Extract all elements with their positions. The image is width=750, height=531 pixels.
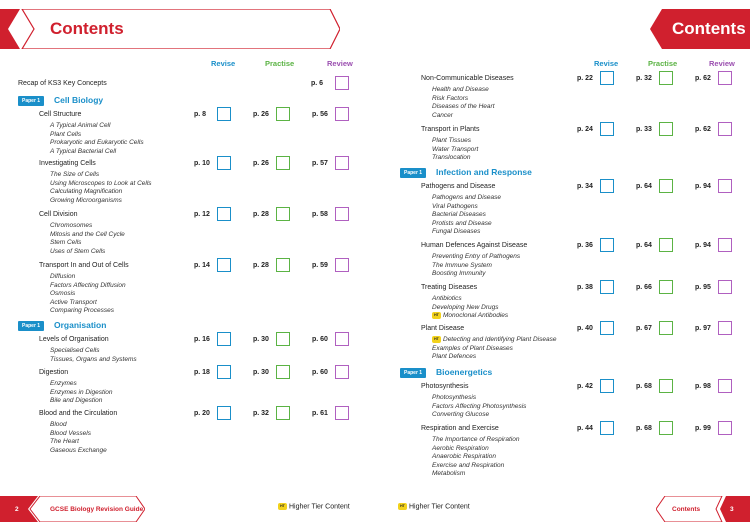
subtopic-item: Cancer: [432, 111, 453, 119]
review-page: p. 56: [312, 111, 328, 118]
col-head-revise: Revise: [211, 59, 236, 68]
review-page: p. 95: [695, 284, 711, 291]
practise-checkbox[interactable]: [659, 280, 673, 294]
subtopic-item: Fungal Diseases: [432, 228, 481, 235]
paper-tag: Paper 1: [18, 321, 44, 331]
subtopic-item: The Immune System: [432, 261, 492, 269]
practise-checkbox[interactable]: [659, 379, 673, 393]
revise-page: p. 38: [577, 284, 593, 291]
review-page: p. 62: [695, 75, 711, 82]
subtopic-item: Plant Defences: [432, 353, 477, 360]
revise-page: p. 24: [577, 126, 593, 133]
subtopic-item: Aerobic Respiration: [432, 444, 489, 452]
review-page: p. 60: [312, 369, 328, 376]
review-checkbox[interactable]: [718, 280, 732, 294]
topic-label: Cell Division: [39, 211, 78, 218]
subtopic-item: A Typical Animal Cell: [50, 122, 111, 129]
subtopic-item: Examples of Plant Diseases: [432, 344, 513, 352]
practise-checkbox[interactable]: [276, 258, 290, 272]
review-checkbox[interactable]: [335, 76, 349, 90]
revise-page: p. 34: [577, 183, 593, 190]
review-page: p. 94: [695, 242, 711, 249]
practise-checkbox[interactable]: [659, 71, 673, 85]
review-checkbox[interactable]: [335, 332, 349, 346]
page-number-left: 2: [15, 506, 19, 513]
subtopic-item: Growing Microorganisms: [50, 196, 122, 204]
revise-checkbox[interactable]: [217, 156, 231, 170]
subtopic-item: Plant Tissues: [432, 137, 471, 144]
practise-page: p. 30: [253, 369, 269, 376]
footer-higher-tier-left: [278, 503, 350, 510]
revise-page: p. 14: [194, 262, 210, 269]
subtopic-item: Developing New Drugs: [432, 303, 499, 311]
subtopic-item: Blood: [50, 421, 67, 428]
subtopic-item: Health and Disease: [432, 86, 489, 93]
subtopic-item: Osmosis: [50, 290, 76, 297]
review-page: p. 94: [695, 183, 711, 190]
practise-checkbox[interactable]: [276, 207, 290, 221]
revise-checkbox[interactable]: [600, 179, 614, 193]
revise-checkbox[interactable]: [217, 365, 231, 379]
footer-higher-tier-right: [398, 503, 470, 510]
practise-checkbox[interactable]: [659, 179, 673, 193]
subtopic-item: Water Transport: [432, 145, 479, 153]
practise-page: p. 28: [253, 262, 269, 269]
revise-checkbox[interactable]: [600, 379, 614, 393]
review-checkbox[interactable]: [335, 258, 349, 272]
page-title-left: Contents: [50, 19, 124, 38]
section-bioenergetics: Bioenergetics: [436, 367, 493, 377]
topic-label: Human Defences Against Disease: [421, 242, 528, 249]
revise-page: p. 16: [194, 336, 210, 343]
higher-tier-icon: HT: [432, 312, 441, 319]
subtopic-item: Plant Cells: [50, 130, 82, 138]
review-checkbox[interactable]: [718, 179, 732, 193]
review-checkbox[interactable]: [718, 421, 732, 435]
subtopic-item: Diseases of the Heart: [432, 103, 495, 110]
subtopic-item: Protists and Disease: [432, 219, 492, 227]
subtopic-item: Factors Affecting Diffusion: [50, 281, 126, 289]
subtopic-item: Factors Affecting Photosynthesis: [432, 402, 527, 410]
subtopic-item: Using Microscopes to Look at Cells: [50, 179, 152, 187]
higher-tier-icon: HT: [398, 503, 407, 510]
practise-checkbox[interactable]: [276, 406, 290, 420]
subtopic-item: The Importance of Respiration: [432, 436, 520, 443]
footer-guide-title: GCSE Biology Revision Guide: [50, 506, 144, 513]
revise-page: p. 20: [194, 410, 210, 417]
practise-page: p. 68: [636, 383, 652, 390]
review-checkbox[interactable]: [718, 238, 732, 252]
practise-page: p. 30: [253, 336, 269, 343]
revise-checkbox[interactable]: [600, 421, 614, 435]
topic-label: Pathogens and Disease: [421, 183, 496, 190]
subtopic-item: Comparing Processes: [50, 307, 114, 314]
review-checkbox[interactable]: [335, 406, 349, 420]
practise-checkbox[interactable]: [276, 332, 290, 346]
revise-checkbox[interactable]: [600, 238, 614, 252]
subtopic-item: Blood Vessels: [50, 429, 91, 437]
subtopic-item: The Heart: [50, 438, 79, 445]
subtopic-item: The Size of Cells: [50, 171, 100, 178]
paper-tag: Paper 1: [400, 368, 426, 378]
practise-checkbox[interactable]: [276, 156, 290, 170]
topic-label: Treating Diseases: [421, 284, 478, 291]
subtopic-item: Antibiotics: [432, 295, 462, 302]
topic-label: Transport In and Out of Cells: [39, 262, 129, 269]
subtopic-item: Diffusion: [50, 273, 76, 280]
subtopic-item: [432, 336, 556, 343]
page-title-right: Contents: [672, 19, 746, 38]
recap-page: p. 6: [311, 80, 324, 87]
review-page: p. 62: [695, 126, 711, 133]
practise-checkbox[interactable]: [659, 238, 673, 252]
revise-page: p. 42: [577, 383, 593, 390]
revise-page: p. 10: [194, 160, 210, 167]
practise-page: p. 67: [636, 325, 652, 332]
practise-page: p. 32: [253, 410, 269, 417]
subtopic-item: Risk Factors: [432, 94, 469, 102]
subtopic-text: Monoclonal Antibodies: [443, 312, 509, 320]
practise-page: p. 32: [636, 75, 652, 82]
subtopic-item: A Typical Bacterial Cell: [50, 147, 117, 155]
revise-checkbox[interactable]: [600, 122, 614, 136]
subtopic-item: Enzymes: [50, 380, 77, 387]
higher-tier-icon: HT: [278, 503, 287, 510]
revise-checkbox[interactable]: [217, 406, 231, 420]
section-cell-biology: Cell Biology: [54, 95, 104, 105]
paper-tag: Paper 1: [400, 168, 426, 178]
practise-page: p. 66: [636, 284, 652, 291]
topic-label: Investigating Cells: [39, 160, 96, 167]
subtopic-item: Boosting Immunity: [432, 270, 486, 277]
col-head-practise: Practise: [265, 59, 295, 68]
subtopic-item: Photosynthesis: [432, 394, 477, 401]
col-head-revise-r: Revise: [594, 59, 619, 68]
practise-checkbox[interactable]: [276, 365, 290, 379]
subtopic-item: Viral Pathogens: [432, 202, 478, 210]
col-head-review-r: Review: [709, 59, 735, 68]
revise-checkbox[interactable]: [600, 71, 614, 85]
review-page: p. 97: [695, 325, 711, 332]
revise-checkbox[interactable]: [217, 207, 231, 221]
practise-page: p. 28: [253, 211, 269, 218]
subtopic-item: Preventing Entry of Pathogens: [432, 253, 521, 260]
practise-page: p. 26: [253, 111, 269, 118]
topic-label: Photosynthesis: [421, 383, 469, 390]
subtopic-item: Translocation: [432, 154, 471, 161]
subtopic-item: Converting Glucose: [432, 411, 490, 418]
review-checkbox[interactable]: [718, 122, 732, 136]
revise-page: p. 36: [577, 242, 593, 249]
practise-page: p. 68: [636, 425, 652, 432]
revise-page: p. 22: [577, 75, 593, 82]
subtopic-item: Mitosis and the Cell Cycle: [50, 230, 125, 238]
review-page: p. 59: [312, 262, 328, 269]
practise-page: p. 33: [636, 126, 652, 133]
practise-checkbox[interactable]: [659, 421, 673, 435]
col-head-practise-r: Practise: [648, 59, 678, 68]
topic-label: Respiration and Exercise: [421, 425, 499, 432]
topic-label: Digestion: [39, 369, 69, 376]
footer-banner-right: [656, 496, 750, 522]
subtopic-item: [432, 312, 508, 319]
subtopic-item: Metabolism: [432, 470, 466, 477]
subtopic-item: Uses of Stem Cells: [50, 247, 106, 255]
paper-tag: Paper 1: [18, 96, 44, 106]
topic-label: Non-Communicable Diseases: [421, 75, 514, 82]
topic-label: Levels of Organisation: [39, 336, 109, 343]
subtopic-item: Tissues, Organs and Systems: [50, 355, 137, 363]
subtopic-item: Stem Cells: [50, 239, 82, 246]
subtopic-item: Enzymes in Digestion: [50, 388, 113, 396]
revise-checkbox[interactable]: [217, 107, 231, 121]
topic-label: Cell Structure: [39, 111, 82, 118]
review-checkbox[interactable]: [718, 379, 732, 393]
revise-page: p. 18: [194, 369, 210, 376]
subtopic-item: Bile and Digestion: [50, 397, 103, 404]
subtopic-item: Anaerobic Respiration: [432, 453, 496, 460]
practise-page: p. 26: [253, 160, 269, 167]
subtopic-item: Prokaryotic and Eukaryotic Cells: [50, 139, 144, 146]
section-infection-and-response: Infection and Response: [436, 167, 532, 177]
practise-checkbox[interactable]: [659, 321, 673, 335]
recap-label: Recap of KS3 Key Concepts: [18, 80, 107, 87]
revise-page: p. 8: [194, 111, 207, 118]
revise-page: p. 44: [577, 425, 593, 432]
subtopic-text: Detecting and Identifying Plant Disease: [443, 336, 557, 344]
review-page: p. 57: [312, 160, 328, 167]
review-checkbox[interactable]: [335, 207, 349, 221]
higher-tier-label: Higher Tier Content: [289, 503, 350, 511]
subtopic-item: Exercise and Respiration: [432, 461, 505, 469]
subtopic-item: Active Transport: [50, 298, 97, 306]
review-checkbox[interactable]: [335, 107, 349, 121]
practise-checkbox[interactable]: [659, 122, 673, 136]
section-organisation: Organisation: [54, 320, 107, 330]
revise-page: p. 12: [194, 211, 210, 218]
revise-checkbox[interactable]: [217, 332, 231, 346]
subtopic-item: Bacterial Diseases: [432, 211, 486, 218]
page-number-right: 3: [730, 506, 734, 513]
subtopic-item: Pathogens and Disease: [432, 194, 502, 201]
subtopic-item: Chromosomes: [50, 222, 93, 229]
revise-checkbox[interactable]: [217, 258, 231, 272]
review-page: p. 99: [695, 425, 711, 432]
topic-label: Plant Disease: [421, 325, 465, 332]
subtopic-item: Calculating Magnification: [50, 188, 123, 195]
col-head-review: Review: [327, 59, 353, 68]
topic-label: Blood and the Circulation: [39, 410, 118, 417]
practise-page: p. 64: [636, 183, 652, 190]
review-page: p. 98: [695, 383, 711, 390]
revise-page: p. 40: [577, 325, 593, 332]
review-checkbox[interactable]: [335, 156, 349, 170]
revise-checkbox[interactable]: [600, 321, 614, 335]
topic-label: Transport in Plants: [421, 126, 480, 133]
higher-tier-icon: HT: [432, 336, 441, 343]
higher-tier-label: Higher Tier Content: [409, 503, 470, 511]
practise-page: p. 64: [636, 242, 652, 249]
practise-checkbox[interactable]: [276, 107, 290, 121]
revise-checkbox[interactable]: [600, 280, 614, 294]
review-page: p. 58: [312, 211, 328, 218]
subtopic-item: Specialised Cells: [50, 347, 100, 354]
review-checkbox[interactable]: [718, 71, 732, 85]
review-page: p. 60: [312, 336, 328, 343]
review-checkbox[interactable]: [335, 365, 349, 379]
review-page: p. 61: [312, 410, 328, 417]
review-checkbox[interactable]: [718, 321, 732, 335]
footer-contents-label: Contents: [672, 506, 701, 513]
subtopic-item: Gaseous Exchange: [50, 446, 107, 454]
